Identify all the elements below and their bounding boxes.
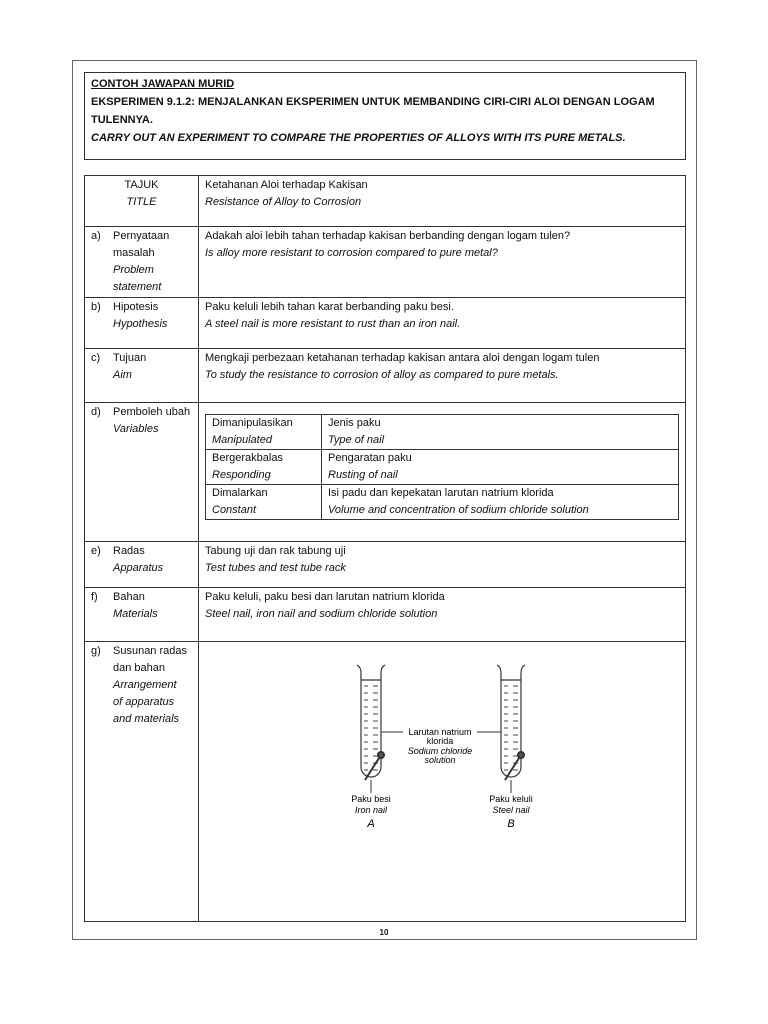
key: a) xyxy=(91,230,101,242)
row-g xyxy=(85,642,686,922)
label: Pernyataan masalah xyxy=(113,230,170,259)
solution-label-en-2: solution xyxy=(424,755,456,765)
header-box xyxy=(84,72,686,160)
row-b xyxy=(85,298,686,349)
solution-label: Larutan natrium xyxy=(408,727,472,737)
steel-nail-label-en: Steel nail xyxy=(492,805,530,815)
label: Bahan xyxy=(113,591,145,603)
row-e xyxy=(85,542,686,588)
experiment-title-en: CARRY OUT AN EXPERIMENT TO COMPARE THE PROPERTIES OF ALLOYS WITH ITS PURE METALS. xyxy=(91,132,626,144)
variable-row xyxy=(206,415,679,450)
var-type: Dimanipulasikan xyxy=(212,417,293,429)
label: Susunan radas dan bahan xyxy=(113,645,187,674)
var-value-en: Rusting of nail xyxy=(328,469,398,481)
row-d xyxy=(85,403,686,542)
var-value-en: Volume and concentration of sodium chloride solution xyxy=(328,504,589,516)
label-en: Materials xyxy=(113,608,158,620)
text: Paku keluli, paku besi dan larutan natrium klorida xyxy=(205,591,445,603)
row-f xyxy=(85,588,686,642)
text: Ketahanan Aloi terhadap Kakisan xyxy=(205,179,368,191)
var-value-en: Type of nail xyxy=(328,434,385,446)
text-en: A steel nail is more resistant to rust than an iron nail. xyxy=(205,318,461,330)
var-value: Isi padu dan kepekatan larutan natrium klorida xyxy=(328,487,554,499)
label-en: Hypothesis xyxy=(113,318,168,330)
experiment-title: EKSPERIMEN 9.1.2: MENJALANKAN EKSPERIMEN UNTUK MEMBANDING CIRI-CIRI ALOI DENGAN LOGAM TULENNYA. xyxy=(91,96,655,126)
label-en: Arrangement of apparatus and materials xyxy=(113,679,180,725)
key: b) xyxy=(91,301,101,313)
page-number: 10 xyxy=(379,928,389,937)
variable-row xyxy=(206,485,679,520)
text: Tabung uji dan rak tabung uji xyxy=(205,545,346,557)
text: Mengkaji perbezaan ketahanan terhadap kakisan antara aloi dengan logam tulen xyxy=(205,352,600,364)
text-en: Test tubes and test tube rack xyxy=(205,562,346,574)
text-en: To study the resistance to corrosion of alloy as compared to pure metals. xyxy=(205,369,559,381)
var-type-en: Constant xyxy=(212,504,257,516)
key: d) xyxy=(91,406,101,418)
row-title xyxy=(85,176,686,227)
header-title: CONTOH JAWAPAN MURID xyxy=(91,78,235,90)
var-type: Dimalarkan xyxy=(212,487,268,499)
text-en: Is alloy more resistant to corrosion compared to pure metal? xyxy=(205,247,498,259)
steel-nail-label: Paku keluli xyxy=(489,794,533,804)
label-en: Variables xyxy=(113,423,159,435)
label-en: Problem statement xyxy=(113,264,162,293)
label-en: TITLE xyxy=(126,196,157,208)
test-tube-b xyxy=(497,665,525,777)
key: e) xyxy=(91,545,101,557)
apparatus-diagram xyxy=(325,655,565,835)
var-type-en: Responding xyxy=(212,469,271,481)
row-c xyxy=(85,349,686,403)
iron-nail-label-en: Iron nail xyxy=(354,805,388,815)
solution-label-en: Sodium chloride xyxy=(407,746,473,756)
text: Paku keluli lebih tahan karat berbanding paku besi. xyxy=(205,301,454,313)
label: Radas xyxy=(113,545,145,557)
solution-label-2: klorida xyxy=(426,736,454,746)
text: Adakah aloi lebih tahan terhadap kakisan berbanding dengan logam tulen? xyxy=(205,230,571,242)
row-a xyxy=(85,227,686,298)
text-en: Steel nail, iron nail and sodium chloride solution xyxy=(205,608,438,620)
key: g) xyxy=(91,645,101,657)
label: TAJUK xyxy=(124,179,159,191)
var-value: Jenis paku xyxy=(328,417,381,429)
key: f) xyxy=(91,591,98,603)
var-type: Bergerakbalas xyxy=(212,452,283,464)
key: c) xyxy=(91,352,101,364)
iron-nail-label: Paku besi xyxy=(351,794,391,804)
label-en: Aim xyxy=(113,369,132,381)
variable-row xyxy=(206,450,679,485)
var-type-en: Manipulated xyxy=(212,434,272,446)
test-tube-a xyxy=(357,665,385,777)
tube-a-label: A xyxy=(367,818,375,830)
label: Pemboleh ubah xyxy=(113,406,191,418)
var-value: Pengaratan paku xyxy=(328,452,412,464)
label: Hipotesis xyxy=(113,301,159,313)
experiment-table xyxy=(84,175,686,922)
label-en: Apparatus xyxy=(113,562,164,574)
text-en: Resistance of Alloy to Corrosion xyxy=(205,196,362,208)
tube-b-label: B xyxy=(507,818,515,830)
variables-table xyxy=(205,414,679,520)
label: Tujuan xyxy=(113,352,147,364)
